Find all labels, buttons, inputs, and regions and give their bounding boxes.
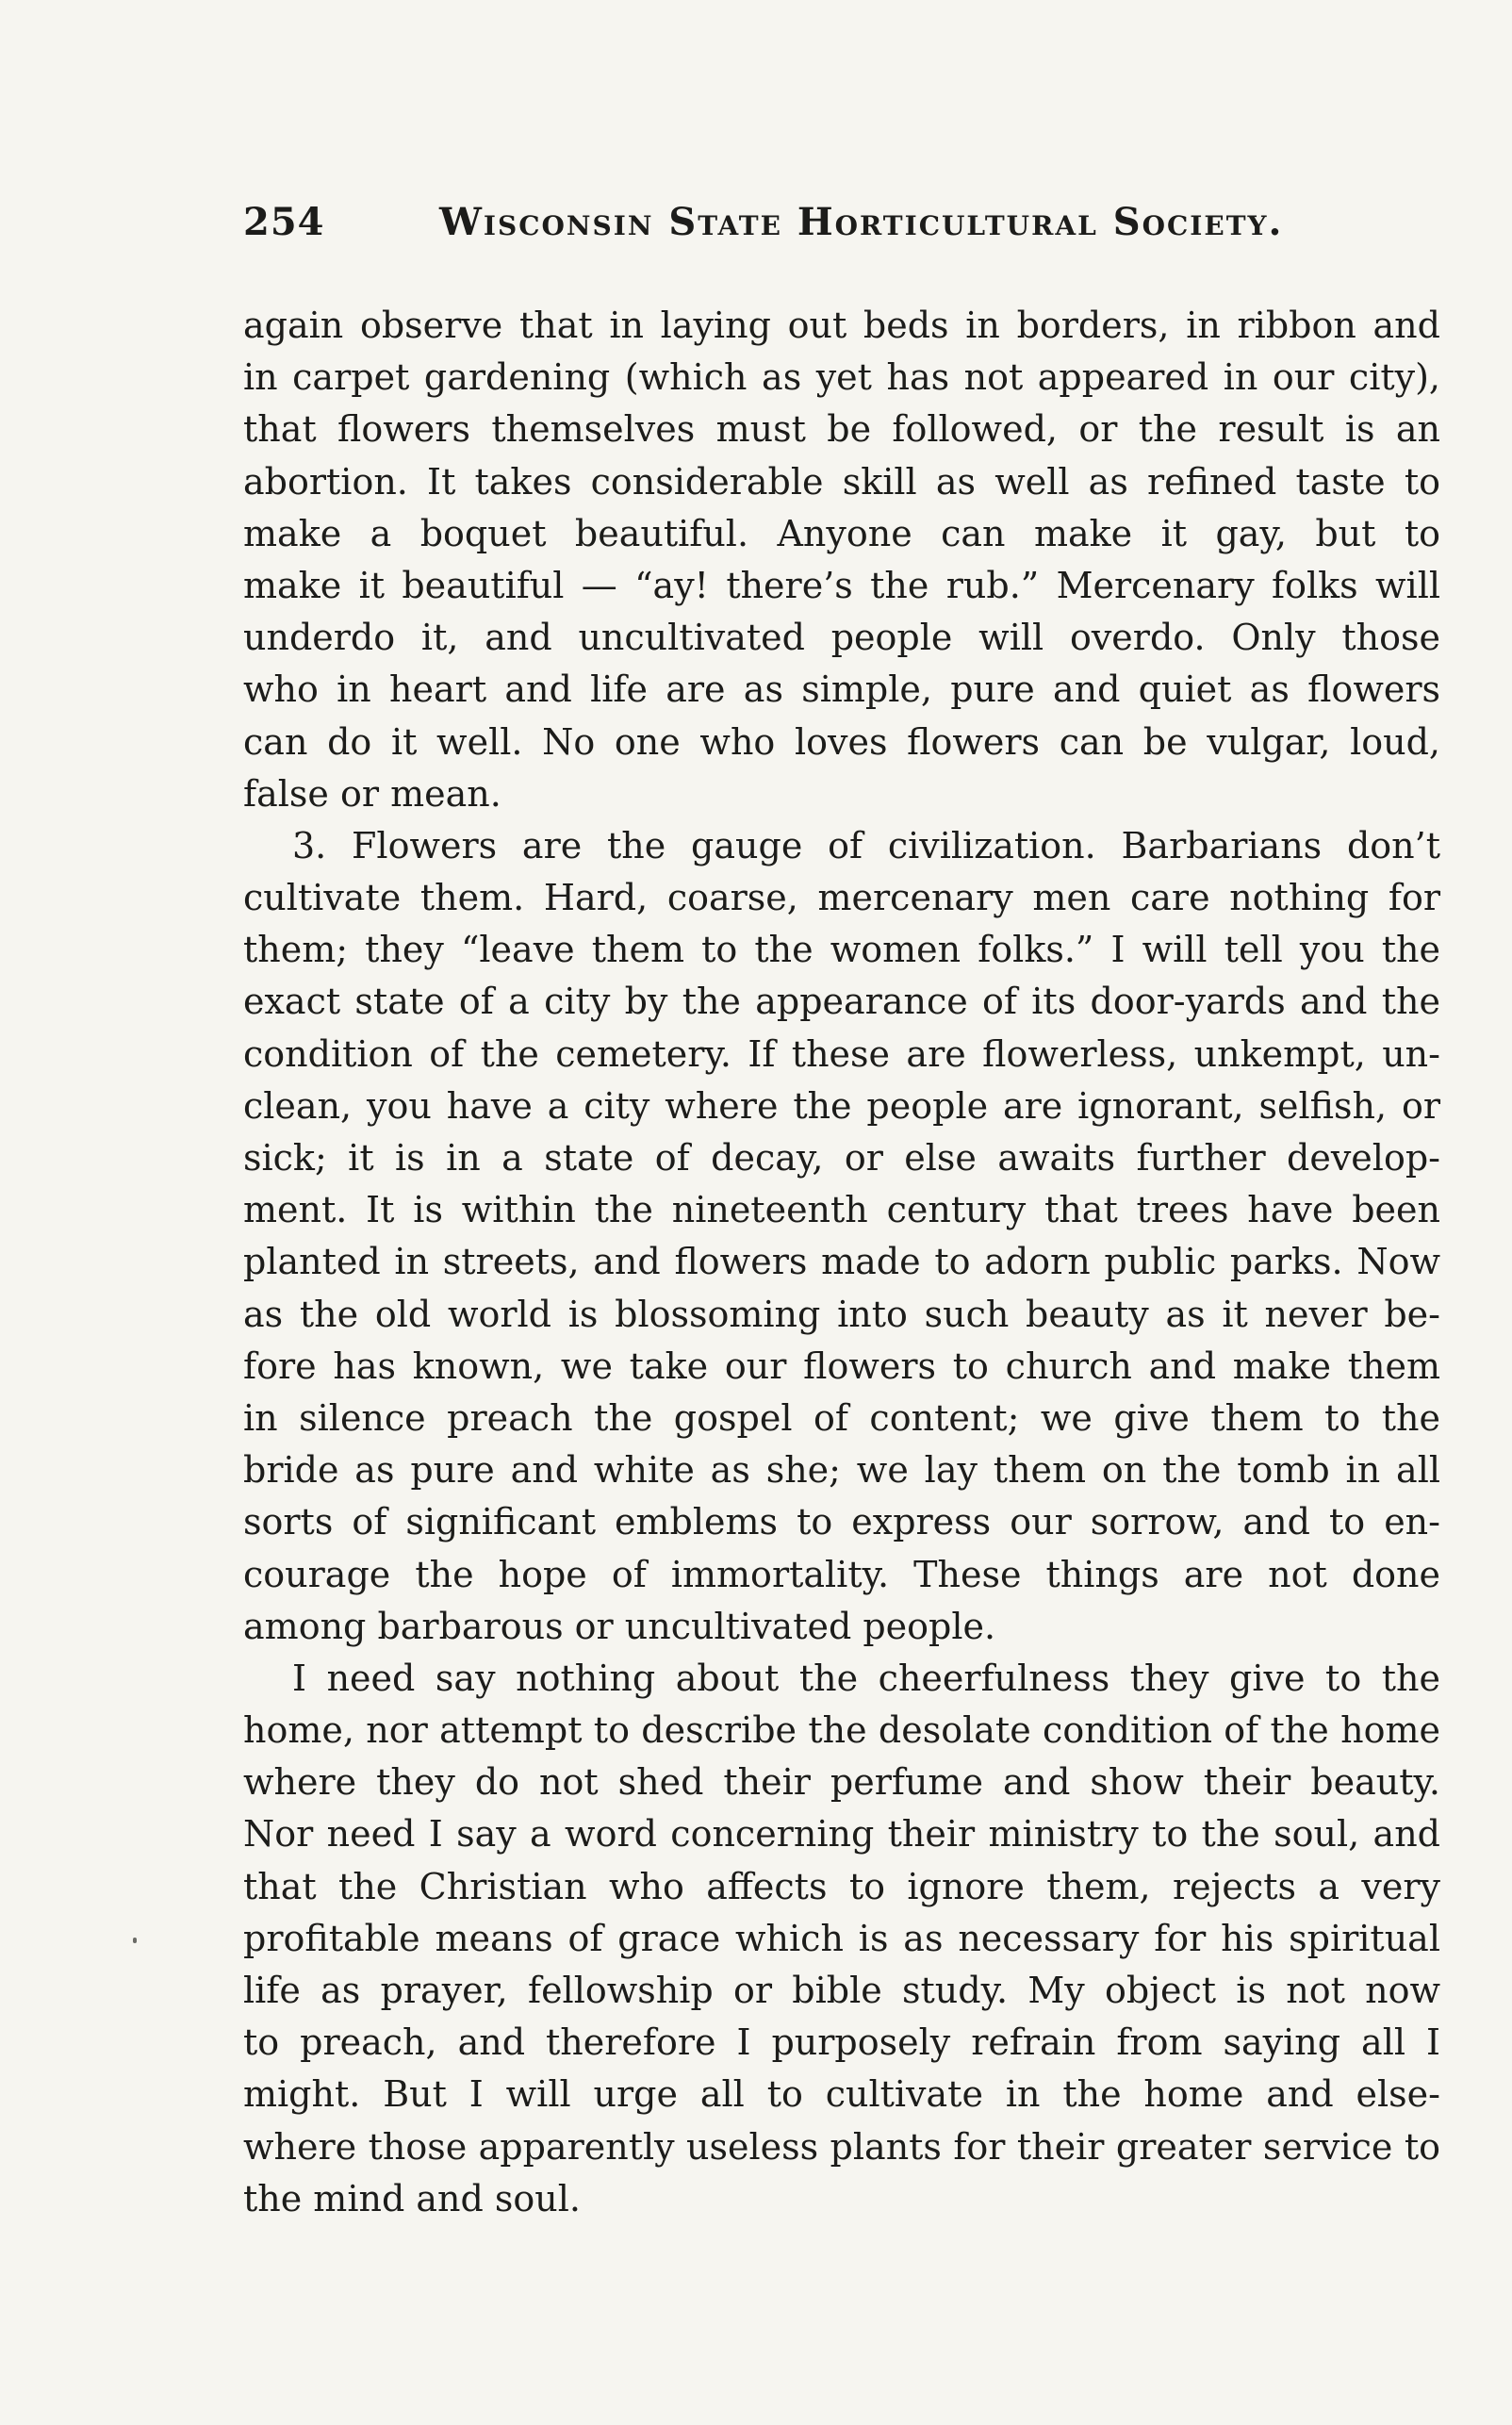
- text-line: where they do not shed their perfume and show their beauty.: [243, 1761, 1440, 1804]
- text-line: planted in streets, and flowers made to adorn public parks. Now: [243, 1241, 1440, 1283]
- text-line: again observe that in laying out beds in borders, in ribbon and: [243, 305, 1440, 346]
- text-line: home, nor attempt to describe the desolate condition of the home: [243, 1709, 1440, 1752]
- text-line: where those apparently useless plants for their greater service to: [243, 2125, 1440, 2168]
- body-text: [243, 300, 1440, 2225]
- text-line: fore has known, we take our flowers to church and make them: [243, 1344, 1440, 1387]
- page-number: 254: [243, 200, 325, 244]
- running-head: [243, 200, 1284, 256]
- text-line: bride as pure and white as she; we lay them on the tomb in all: [243, 1449, 1440, 1492]
- text-line: Nor need I say a word concerning their ministry to the soul, and: [243, 1813, 1440, 1856]
- text-line: them; they “leave them to the women folks.” I will tell you the: [243, 929, 1440, 971]
- paragraph: [243, 820, 1440, 1653]
- text-line: courage the hope of immortality. These things are not done: [243, 1553, 1440, 1595]
- text-line: sick; it is in a state of decay, or else awaits further develop-: [243, 1137, 1440, 1179]
- text-line: condition of the cemetery. If these are flowerless, unkempt, un-: [243, 1032, 1440, 1075]
- text-line: that flowers themselves must be followed, or the result is an: [243, 408, 1440, 451]
- text-line: abortion. It takes considerable skill as well as refined taste to: [243, 460, 1440, 503]
- text-line: cultivate them. Hard, coarse, mercenary men care nothing for: [243, 877, 1440, 919]
- text-line: ment. It is within the nineteenth century that trees have been: [243, 1189, 1440, 1231]
- text-line: make it beautiful — “ay! there’s the rub.” Mercenary folks will: [243, 564, 1440, 606]
- text-line: 3. Flowers are the gauge of civilization. Barbarians don’t: [292, 824, 1440, 866]
- text-line: life as prayer, fellowship or bible study. My object is not now: [243, 1970, 1440, 2011]
- text-line: that the Christian who affects to ignore them, rejects a very: [243, 1865, 1440, 1907]
- text-line: make a boquet beautiful. Anyone can make it gay, but to: [243, 512, 1440, 554]
- text-line: exact state of a city by the appearance of its door-yards and the: [243, 981, 1440, 1023]
- paragraph: [243, 1653, 1440, 2225]
- text-line: sorts of significant emblems to express our sorrow, and to en-: [243, 1501, 1440, 1543]
- running-head-title: Wisconsin State Horticultural Society.: [439, 200, 1284, 244]
- paragraph: [243, 300, 1440, 820]
- text-line: false or mean.: [243, 772, 501, 815]
- text-line: in silence preach the gospel of content; we give them to the: [243, 1396, 1440, 1439]
- text-line: in carpet gardening (which as yet has not appeared in our city),: [243, 356, 1440, 399]
- text-line: might. But I will urge all to cultivate in the home and else-: [243, 2073, 1440, 2116]
- text-line: can do it well. No one who loves flowers can be vulgar, loud,: [243, 720, 1440, 763]
- text-line: who in heart and life are as simple, pure and quiet as flowers: [243, 668, 1440, 711]
- text-line: to preach, and therefore I purposely refrain from saying all I: [243, 2021, 1440, 2064]
- text-line: profitable means of grace which is as necessary for his spiritual: [243, 1917, 1440, 1959]
- margin-speck: [133, 1938, 137, 1943]
- text-line: among barbarous or uncultivated people.: [243, 1605, 996, 1647]
- text-line: as the old world is blossoming into such beauty as it never be-: [243, 1293, 1440, 1335]
- text-line: the mind and soul.: [243, 2177, 581, 2219]
- text-line: clean, you have a city where the people are ignorant, selfish, or: [243, 1084, 1440, 1127]
- text-line: underdo it, and uncultivated people will overdo. Only those: [243, 617, 1440, 659]
- text-line: I need say nothing about the cheerfulness they give to the: [292, 1657, 1440, 1699]
- paragraph-container: [243, 300, 1440, 2225]
